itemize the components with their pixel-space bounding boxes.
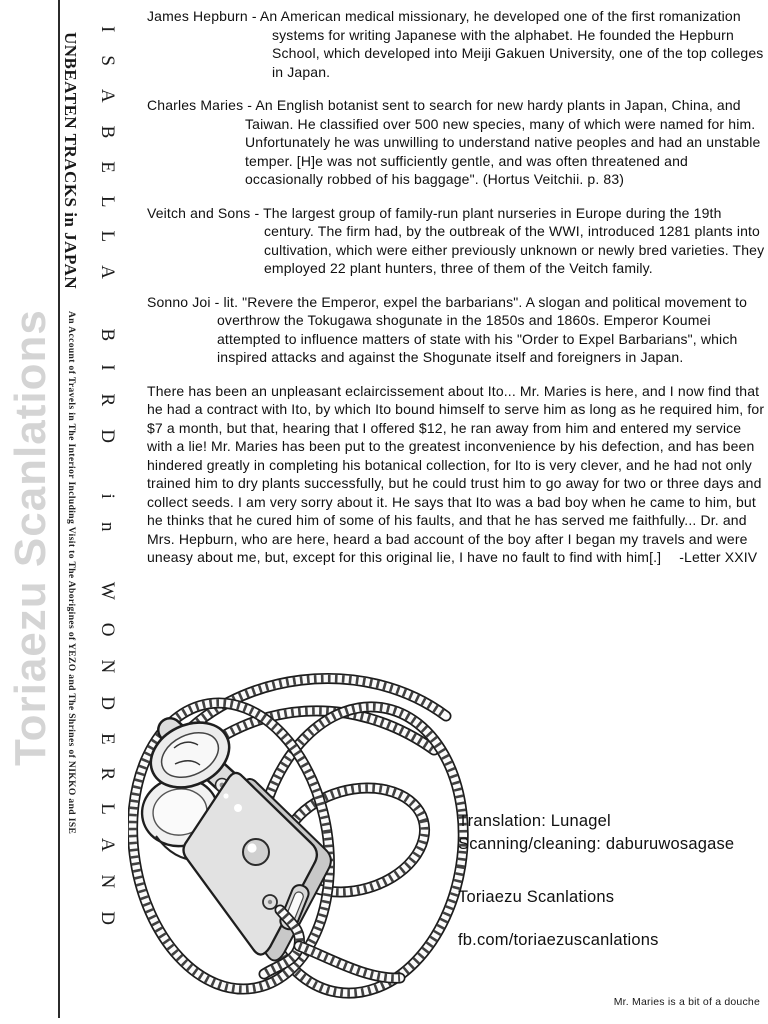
credits-block — [458, 810, 734, 952]
translation-notes — [147, 7, 767, 567]
glossary-definition: The largest group of family-run plant nurseries in Europe during the 19th century. The firm had, by the outbreak of the WWI, introduced 1281 plants into cultivation, which were either previously unknown or newly bred varieties. They employed 22 plant hunters, three of them of the Veitch family. — [263, 204, 765, 276]
center-rivet-highlight — [247, 843, 256, 852]
glossary-separator: - — [210, 293, 224, 310]
glossary-term: James Hepburn — [147, 8, 248, 24]
glossary-term: Sonno Joi — [147, 293, 211, 310]
credit-scanning: Scanning/cleaning: daburuwosagase — [458, 835, 735, 853]
glossary-entry — [147, 7, 767, 81]
scanlation-watermark: Toriaezu Scanlations — [6, 309, 55, 766]
series-title-vertical: ISABELLA BIRD in WONDERLAND — [97, 26, 118, 949]
glossary-definition: lit. "Revere the Emperor, expel the barbarians". A slogan and political movement to overthrow the Tokugawa shogunate in the 1850s and 1860s. Emperor Koumei attempted to influence matters of state with his "Order to Expel Barbarians", which inspired attacks and against the Shogunate itself and foreigners in Japan. — [217, 293, 748, 365]
lower-screw-center — [268, 900, 272, 904]
plate-highlight — [223, 793, 228, 798]
letter-signature: -Letter XXIV — [679, 549, 758, 565]
glossary-entry — [147, 96, 767, 189]
credit-facebook-url: fb.com/toriaezuscanlations — [458, 931, 659, 949]
glossary-definition: An American medical missionary, he developed one of the first romanization systems for writing Japanese with the alphabet. He founded the Hepburn School, which developed into Meiji Gakuen University, one of the top colleges in Japan. — [259, 8, 764, 80]
glossary-term: Charles Maries — [147, 97, 244, 113]
letter-excerpt — [147, 382, 767, 567]
glossary-separator: - — [247, 8, 260, 24]
glossary-separator: - — [250, 204, 264, 221]
glossary-separator: - — [243, 97, 256, 113]
glossary-entry — [147, 293, 767, 367]
letter-body: There has been an unpleasant eclaircissement about Ito... Mr. Maries is here, and I now find that he had a contract with Ito, by which Ito bound himself to serve him as long as he required him, for $7 a month, but that, hearing that I offered $12, he ran away from him and entered my service with a lie! Mr. Maries has been put to the greatest inconvenience by his defection, and has been hindered greatly in completing his botanical collection, for Ito is very clever, and he had not only trained him to dry plants successfully, but he could trust him to go away for two or three days and collect seeds. I am very sorry about it. He says that Ito was a bad boy when he came to him, but he thinks that he cured him of some of his faults, and that he has served me faithfully... Dr. and Mrs. Hepburn, who are here, heard a bad account of the boy after I began my travels and were uneasy about me, but, except for this original lie, I have no fault to find with him[.] — [147, 382, 765, 565]
book-subtitle-vertical: An Account of Travels in The Interior Including Visit to The Aborigines of YEZO and The Shrines of NIKKO and ISE — [66, 311, 76, 835]
glossary-entry — [147, 204, 767, 278]
translator-footnote: Mr. Maries is a bit of a douche — [613, 996, 760, 1008]
loupe-cord-illustration — [128, 652, 473, 1017]
glossary-definition: An English botanist sent to search for new hardy plants in Japan, China, and Taiwan. He classified over 500 new species, many of which were named for him. Unfortunately he was unwilling to understand native peoples and had an unstable temper. [H]e was not sufficiently gentle, and was often threatened and occasionally robbed of his baggage". (Hortus Veitchii. p. 83) — [245, 97, 761, 187]
book-title-vertical: UNBEATEN TRACKS in JAPAN — [61, 32, 80, 290]
glossary-term: Veitch and Sons — [147, 204, 251, 221]
center-rivet — [243, 839, 269, 865]
plate-highlight — [234, 804, 242, 812]
credit-group-name: Toriaezu Scanlations — [458, 888, 615, 906]
credit-translation: Translation: Lunagel — [458, 812, 611, 830]
